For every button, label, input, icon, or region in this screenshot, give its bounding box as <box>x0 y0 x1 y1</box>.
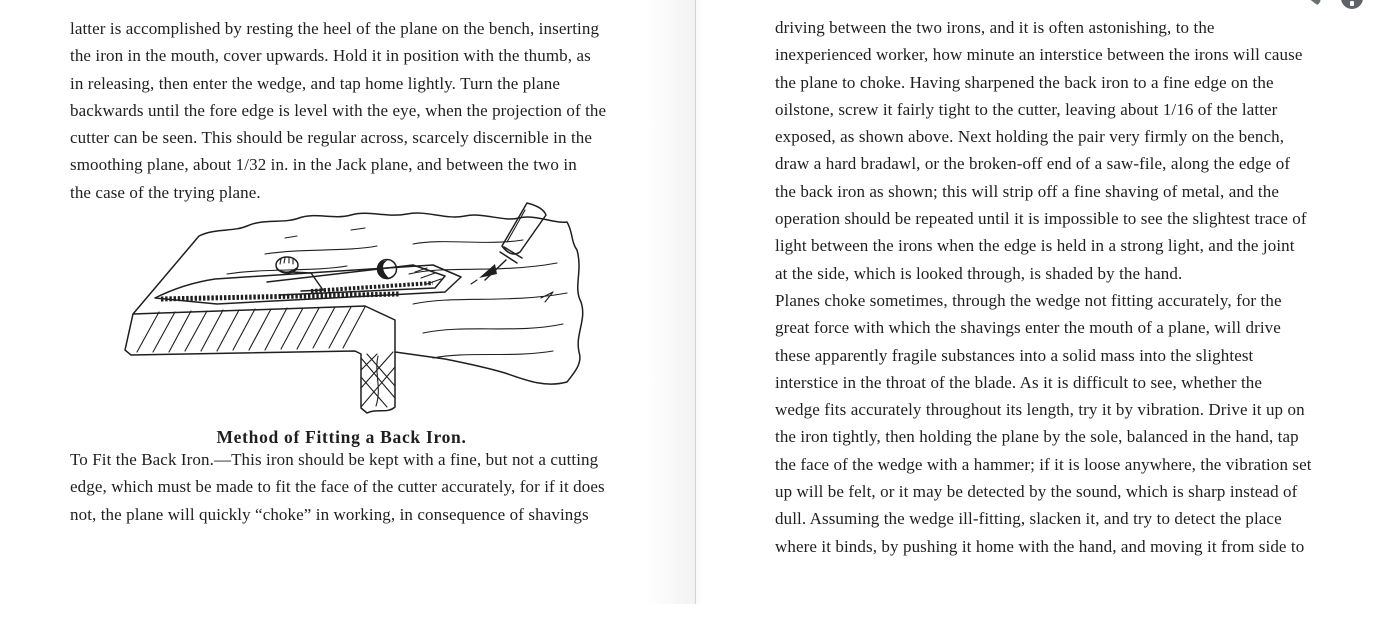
search-icon[interactable] <box>1305 0 1321 5</box>
text-line: the case of the trying plane. <box>70 182 261 202</box>
text-line: these apparently fragile substances into a solid mass into the slightest <box>775 345 1254 365</box>
text-line: the face of the wedge with a hammer; if it is loose anywhere, the vibration set <box>775 454 1312 474</box>
text-line: operation should be repeated until it is impossible to see the slightest trace of <box>775 209 1307 229</box>
text-line: inexperienced worker, how minute an interstice between the irons will cause <box>775 45 1303 65</box>
text-line: wedge fits accurately throughout its length, try it by vibration. Drive it up on <box>775 400 1305 420</box>
text-line: To Fit the Back Iron.—This iron should be kept with a fine, but not a cutting <box>70 450 599 469</box>
right-paragraph-1 <box>775 14 1335 287</box>
text-line: great force with which the shavings enter the mouth of a plane, will drive <box>775 318 1281 338</box>
text-line: the plane to choke. Having sharpened the back iron to a fine edge on the <box>775 72 1274 92</box>
text-line: oilstone, screw it fairly tight to the cutter, leaving about 1/16 of the latter <box>775 99 1278 119</box>
figure-caption: Method of Fitting a Back Iron. <box>216 427 467 447</box>
text-line: light between the irons when the edge is held in a strong light, and the joint <box>775 236 1295 256</box>
text-line: draw a hard bradawl, or the broken-off end of a saw-file, along the edge of <box>775 154 1291 174</box>
page-gutter-highlight <box>696 0 702 604</box>
toolbar <box>1290 0 1379 14</box>
text-line: driving between the two irons, and it is often astonishing, to the <box>775 18 1215 37</box>
text-line: at the side, which is looked through, is shaded by the hand. <box>775 263 1183 283</box>
text-line: cutter can be seen. This should be regular across, scarcely discernible in the <box>70 128 593 148</box>
text-line: backwards until the fore edge is level with the eye, when the projection of the <box>70 100 607 120</box>
text-line: up will be felt, or it may be detected by the sound, which is sharp instead of <box>775 482 1298 502</box>
text-line: in releasing, then enter the wedge, and tap home lightly. Turn the plane <box>70 73 561 93</box>
text-line: Planes choke sometimes, through the wedge not fitting accurately, for the <box>775 290 1282 310</box>
text-line: not, the plane will quickly “choke” in working, in consequence of shavings <box>70 504 589 524</box>
right-paragraphs <box>775 14 1335 560</box>
text-line: the iron tightly, then holding the plane by the sole, balanced in the hand, tap <box>775 427 1299 447</box>
back-iron-engraving <box>115 202 590 424</box>
text-line: dull. Assuming the wedge ill-fitting, slacken it, and try to detect the place <box>775 509 1282 529</box>
text-line: where it binds, by pushing it home with the hand, and moving it from side to <box>775 536 1305 556</box>
text-line: exposed, as shown above. Next holding the pair very firmly on the bench, <box>775 127 1285 147</box>
left-paragraph-bottom <box>70 446 622 528</box>
text-line: the iron in the mouth, cover upwards. Hold it in position with the thumb, as <box>70 46 591 66</box>
page-gutter-shadow <box>646 0 695 604</box>
text-line: the back iron as shown; this will strip off a fine shaving of metal, and the <box>775 181 1279 201</box>
text-line: edge, which must be made to fit the face of the cutter accurately, for if it does <box>70 477 605 497</box>
info-icon[interactable] <box>1341 0 1363 9</box>
text-line: smoothing plane, about 1/32 in. in the Jack plane, and between the two in <box>70 155 577 175</box>
text-line: latter is accomplished by resting the heel of the plane on the bench, inserting <box>70 19 600 38</box>
left-paragraph-top <box>70 15 622 206</box>
right-paragraph-2 <box>775 287 1335 560</box>
text-line: interstice in the throat of the blade. As it is difficult to see, whether the <box>775 372 1263 392</box>
figure-illustration <box>115 202 590 424</box>
info-icon-glyph <box>1350 1 1354 6</box>
